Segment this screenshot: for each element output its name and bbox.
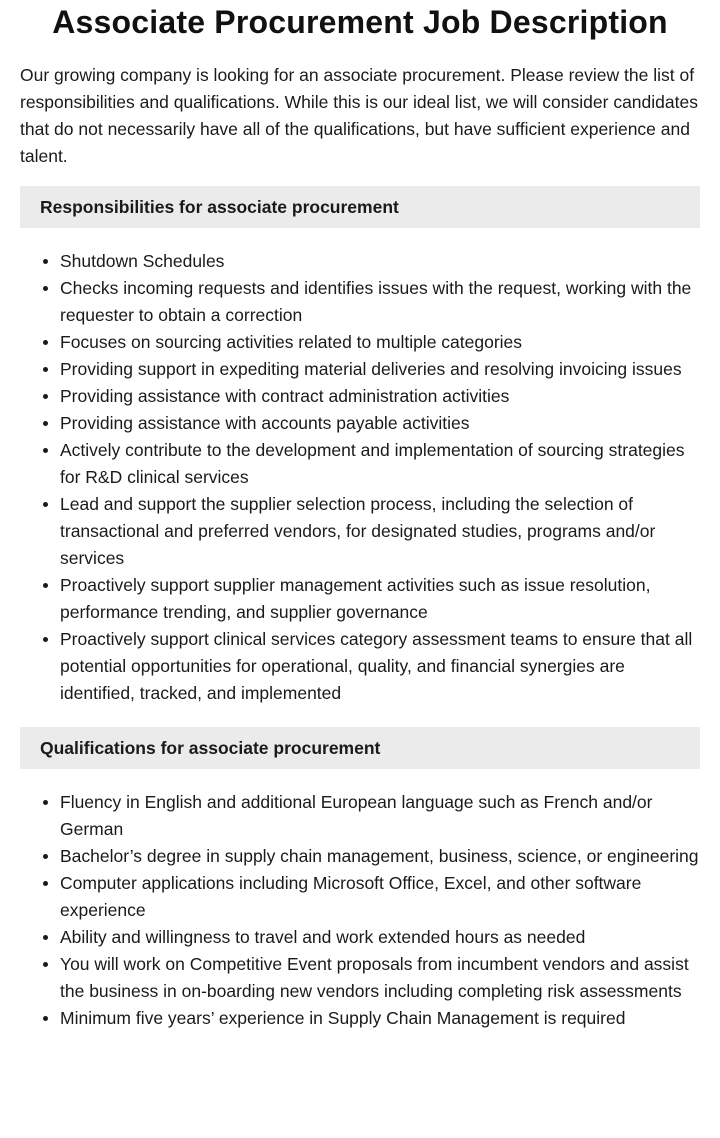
list-item: Shutdown Schedules	[60, 248, 700, 275]
list-item: Fluency in English and additional European language such as French and/or German	[60, 789, 700, 843]
list-item: Ability and willingness to travel and work extended hours as needed	[60, 924, 700, 951]
list-item: You will work on Competitive Event proposals from incumbent vendors and assist the business in on-boarding new vendors including completing risk assessments	[60, 951, 700, 1005]
qualifications-heading: Qualifications for associate procurement	[20, 727, 700, 769]
list-item: Bachelor’s degree in supply chain management, business, science, or engineering	[60, 843, 700, 870]
list-item: Providing support in expediting material deliveries and resolving invoicing issues	[60, 356, 700, 383]
list-item: Proactively support supplier management activities such as issue resolution, performance trending, and supplier governance	[60, 572, 700, 626]
intro-paragraph: Our growing company is looking for an associate procurement. Please review the list of responsibilities and qualifications. While this is our ideal list, we will consider candidates that do not necessarily have all of the qualifications, but have sufficient experience and talent.	[20, 65, 698, 166]
list-item: Focuses on sourcing activities related to multiple categories	[60, 329, 700, 356]
list-item: Providing assistance with accounts payable activities	[60, 410, 700, 437]
responsibilities-list	[20, 248, 700, 707]
list-item: Checks incoming requests and identifies issues with the request, working with the requester to obtain a correction	[60, 275, 700, 329]
list-item: Computer applications including Microsoft Office, Excel, and other software experience	[60, 870, 700, 924]
list-item: Minimum five years’ experience in Supply Chain Management is required	[60, 1005, 700, 1032]
responsibilities-heading: Responsibilities for associate procurement	[20, 186, 700, 228]
qualifications-list	[20, 789, 700, 1032]
list-item: Providing assistance with contract administration activities	[60, 383, 700, 410]
page-title: Associate Procurement Job Description	[52, 4, 668, 40]
list-item: Lead and support the supplier selection process, including the selection of transactional and preferred vendors, for designated studies, programs and/or services	[60, 491, 700, 572]
list-item: Proactively support clinical services category assessment teams to ensure that all potential opportunities for operational, quality, and financial synergies are identified, tracked, and implemented	[60, 626, 700, 707]
list-item: Actively contribute to the development and implementation of sourcing strategies for R&D clinical services	[60, 437, 700, 491]
